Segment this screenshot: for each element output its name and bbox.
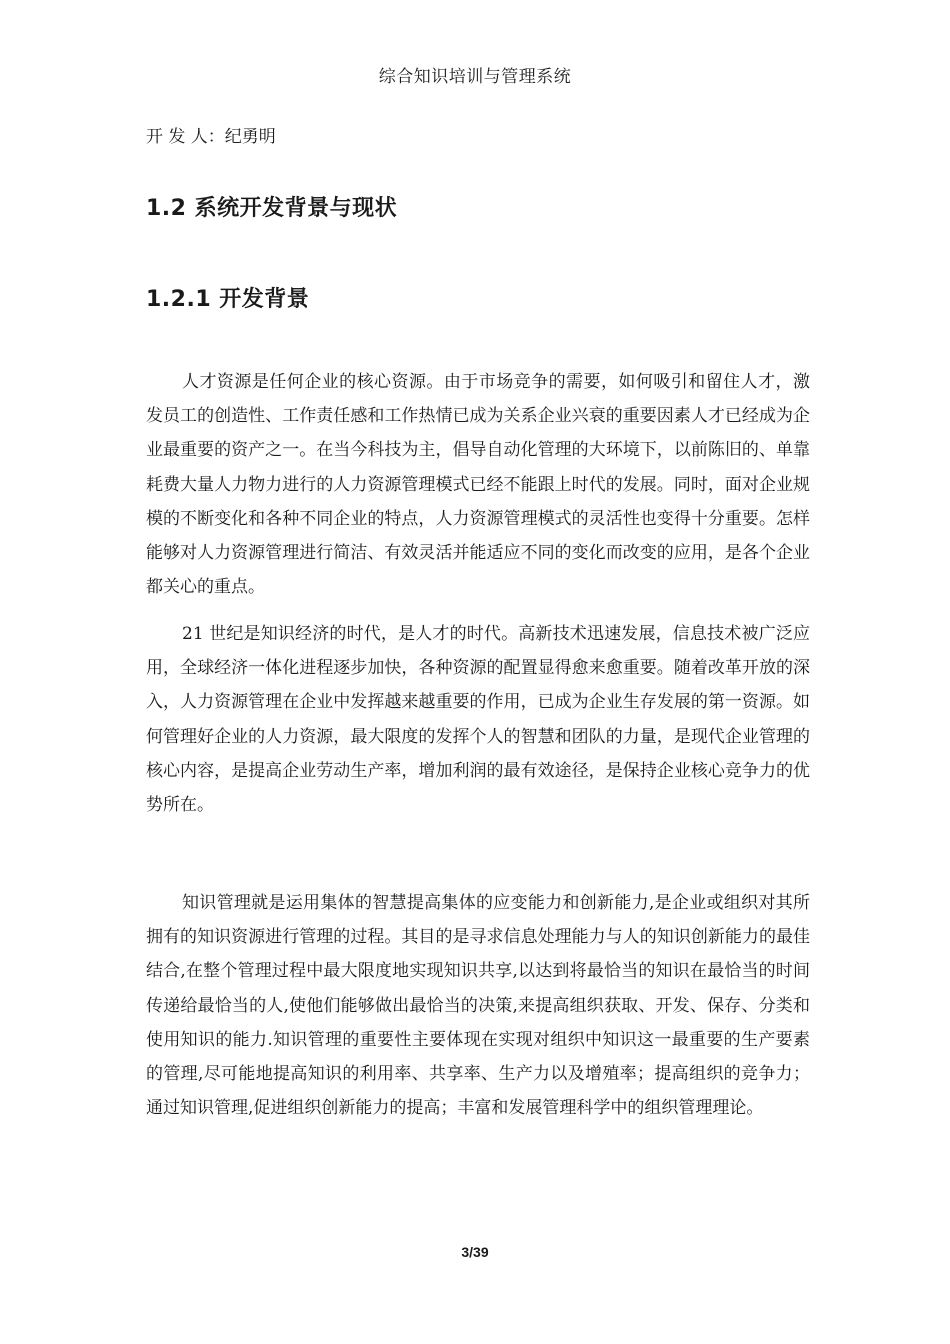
section-heading: 1.2 系统开发背景与现状 xyxy=(146,196,398,221)
body-paragraph: 人才资源是任何企业的核心资源。由于市场竞争的需要，如何吸引和留住人才，激发员工的创造性、工作责任感和工作热情已成为关系企业兴衰的重要因素人才已经成为企业最重要的资产之一。在当今科技为主，倡导自动化管理的大环境下，以前陈旧的、单靠耗费大量人力物力进行的人力资源管理模式已经不能跟上时代的发展。同时，面对企业规模的不断变化和各种不同企业的特点，人力资源管理模式的灵活性也变得十分重要。怎样能够对人力资源管理进行简洁、有效灵活并能适应不同的变化而改变的应用，是各个企业都关心的重点。 xyxy=(146,372,810,598)
body-paragraph: 知识管理就是运用集体的智慧提高集体的应变能力和创新能力,是企业或组织对其所拥有的知识资源进行管理的过程。其目的是寻求信息处理能力与人的知识创新能力的最佳结合,在整个管理过程中最大限度地实现知识共享,以达到将最恰当的知识在最恰当的时间传递给最恰当的人,使他们能够做出最恰当的决策,来提高组织获取、开发、保存、分类和使用知识的能力.知识管理的重要性主要体现在实现对组织中知识这一最重要的生产要素的管理,尽可能地提高知识的利用率、共享率、生产力以及增殖率；提高组织的竞争力；通过知识管理,促进组织创新能力的提高；丰富和发展管理科学中的组织管理理论。 xyxy=(146,893,810,1119)
body-paragraph: 21 世纪是知识经济的时代，是人才的时代。高新技术迅速发展，信息技术被广泛应用，全球经济一体化进程逐步加快，各种资源的配置显得愈来愈重要。随着改革开放的深入，人力资源管理在企业中发挥越来越重要的作用，已成为企业生存发展的第一资源。如何管理好企业的人力资源，最大限度的发挥个人的智慧和团队的力量，是现代企业管理的核心内容，是提高企业劳动生产率，增加利润的最有效途径，是保持企业核心竞争力的优势所在。 xyxy=(146,624,810,816)
subsection-heading: 1.2.1 开发背景 xyxy=(146,287,310,312)
running-header: 综合知识培训与管理系统 xyxy=(378,67,572,87)
page-number: 3/39 xyxy=(461,1244,489,1260)
developer-line: 开 发 人：纪勇明 xyxy=(146,127,276,147)
